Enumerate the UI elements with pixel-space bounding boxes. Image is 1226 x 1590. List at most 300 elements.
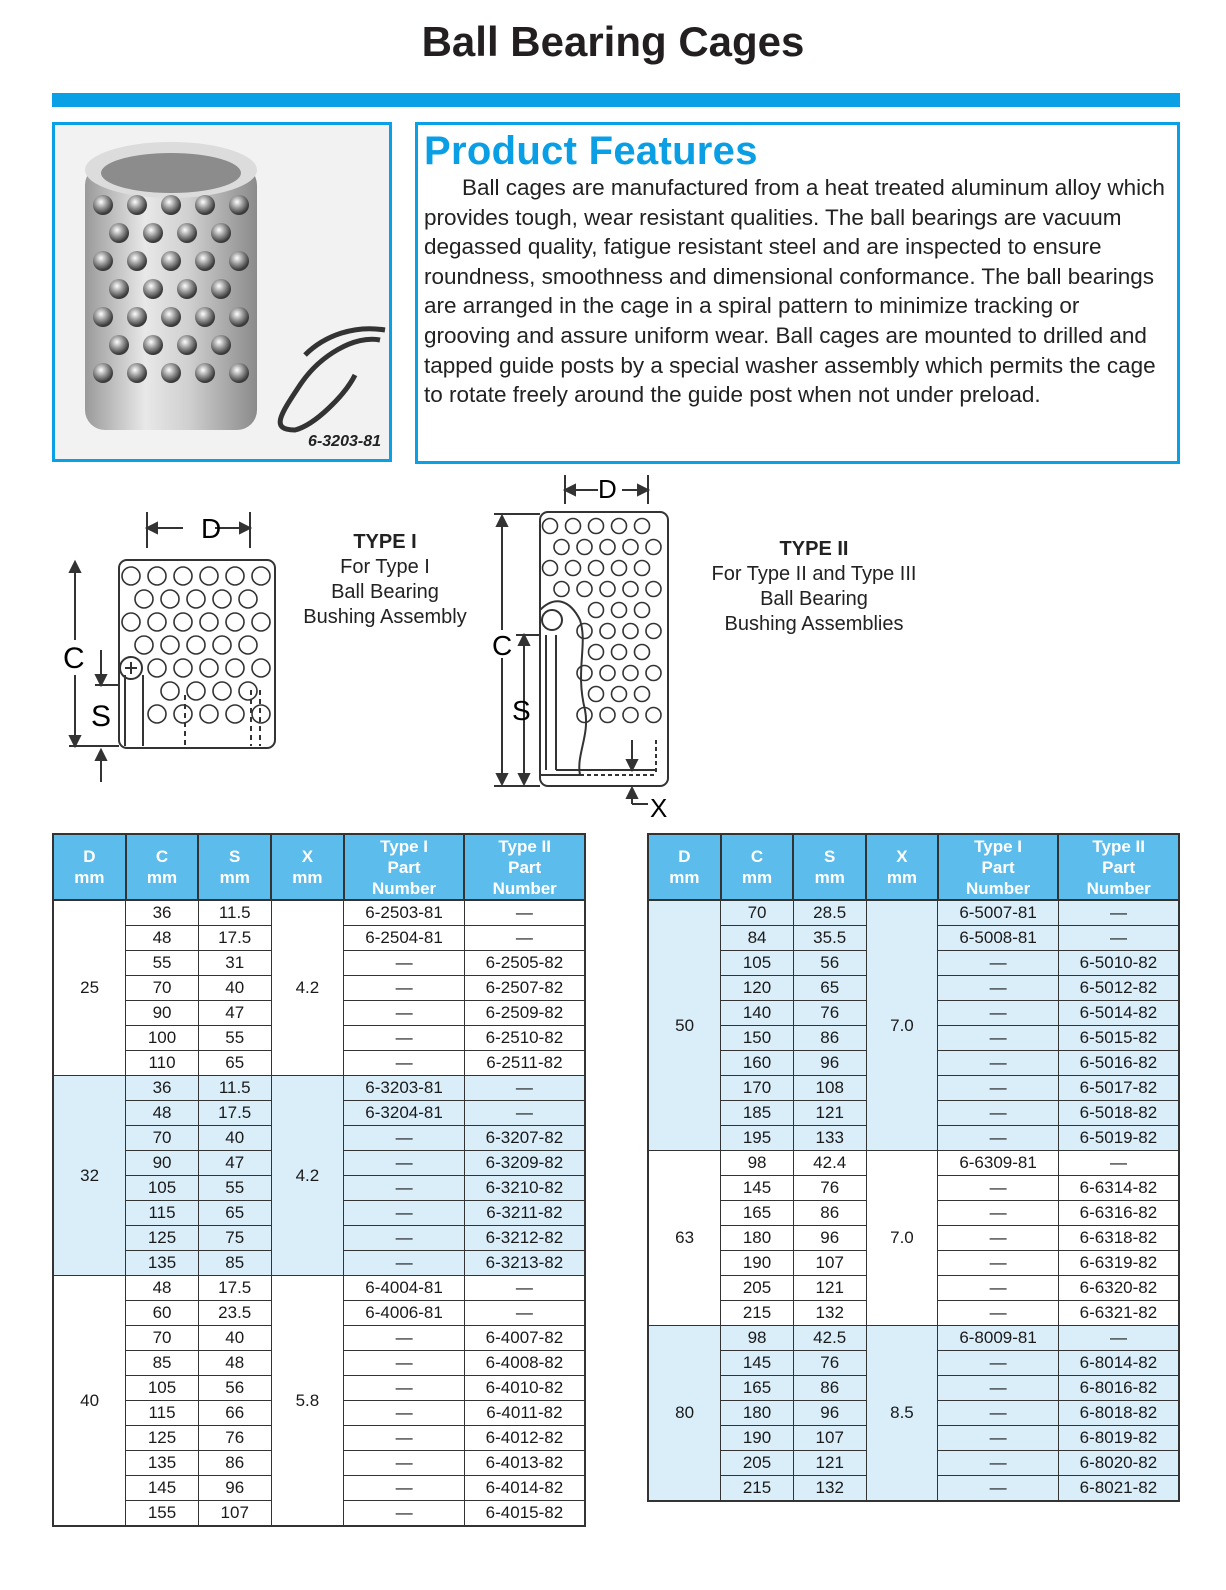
cage-hole <box>646 624 661 639</box>
type1-part-cell: — <box>938 1051 1059 1076</box>
type2-part-cell: 6-2507-82 <box>464 976 585 1001</box>
table-row <box>648 1326 1179 1351</box>
c-value-cell: 150 <box>721 1026 794 1051</box>
type1-part-cell: 6-5008-81 <box>938 926 1059 951</box>
c-value-cell: 55 <box>126 951 199 976</box>
type2-part-cell: 6-3213-82 <box>464 1251 585 1276</box>
type1-part-cell: — <box>938 1076 1059 1101</box>
c-value-cell: 190 <box>721 1251 794 1276</box>
type1-line3: Bushing Assembly <box>303 606 467 628</box>
ball-bearing <box>229 363 249 383</box>
spec-table-left <box>52 833 586 1527</box>
s-value-cell: 76 <box>793 1351 866 1376</box>
type1-heading: TYPE I <box>353 531 417 553</box>
cage-hole <box>252 567 270 585</box>
photo-part-label: 6-3203-81 <box>308 433 381 450</box>
s-value-cell: 56 <box>198 1376 271 1401</box>
c-value-cell: 125 <box>126 1426 199 1451</box>
type2-label-d: D <box>598 474 617 504</box>
x-value-cell: 7.0 <box>866 1151 938 1326</box>
c-value-cell: 180 <box>721 1401 794 1426</box>
s-value-cell: 85 <box>198 1251 271 1276</box>
cage-hole <box>635 687 650 702</box>
s-value-cell: 96 <box>793 1226 866 1251</box>
cage-hole <box>589 519 604 534</box>
c-value-cell: 60 <box>126 1301 199 1326</box>
ball-bearing <box>195 307 215 327</box>
type2-part-cell: 6-3210-82 <box>464 1176 585 1201</box>
table-header-row <box>53 834 585 900</box>
type2-part-cell: 6-2511-82 <box>464 1051 585 1076</box>
c-value-cell: 205 <box>721 1451 794 1476</box>
type1-part-cell: — <box>938 1226 1059 1251</box>
column-header: D mm <box>53 834 126 900</box>
type2-part-cell: 6-8018-82 <box>1058 1401 1179 1426</box>
type2-part-cell: 6-5010-82 <box>1058 951 1179 976</box>
s-value-cell: 42.4 <box>793 1151 866 1176</box>
c-value-cell: 48 <box>126 1101 199 1126</box>
ball-bearing <box>109 223 129 243</box>
type2-part-cell: 6-3209-82 <box>464 1151 585 1176</box>
s-value-cell: 40 <box>198 976 271 1001</box>
type1-part-cell: 6-3204-81 <box>344 1101 465 1126</box>
type1-part-cell: — <box>938 1401 1059 1426</box>
type2-part-cell: 6-6319-82 <box>1058 1251 1179 1276</box>
c-value-cell: 90 <box>126 1001 199 1026</box>
c-value-cell: 115 <box>126 1201 199 1226</box>
type2-part-cell: 6-2505-82 <box>464 951 585 976</box>
s-value-cell: 108 <box>793 1076 866 1101</box>
type2-part-cell: 6-4012-82 <box>464 1426 585 1451</box>
type2-part-cell: — <box>464 1101 585 1126</box>
ball-bearing <box>195 195 215 215</box>
cage-hole <box>174 567 192 585</box>
cage-hole <box>577 666 592 681</box>
cage-hole <box>161 682 179 700</box>
cage-hole <box>589 603 604 618</box>
c-value-cell: 165 <box>721 1376 794 1401</box>
type2-part-cell: — <box>1058 1151 1179 1176</box>
cage-hole <box>612 603 627 618</box>
table-row <box>648 1151 1179 1176</box>
column-header: S mm <box>198 834 271 900</box>
type2-part-cell: — <box>1058 926 1179 951</box>
type2-diagram <box>480 470 700 825</box>
type1-part-cell: 6-4004-81 <box>344 1276 465 1301</box>
type1-part-cell: — <box>938 1026 1059 1051</box>
x-value-cell: 5.8 <box>271 1276 344 1527</box>
ball-bearing <box>127 251 147 271</box>
ball-bearing <box>143 223 163 243</box>
type2-part-cell: 6-4007-82 <box>464 1326 585 1351</box>
type1-line2: Ball Bearing <box>331 581 439 603</box>
cage-hole <box>226 659 244 677</box>
cage-hole <box>161 590 179 608</box>
cage-hole <box>566 519 581 534</box>
x-value-cell: 8.5 <box>866 1326 938 1502</box>
cage-hole <box>148 659 166 677</box>
table-row <box>53 1276 585 1301</box>
type2-label-x: X <box>650 793 668 823</box>
type1-part-cell: — <box>344 1126 465 1151</box>
cage-hole <box>646 666 661 681</box>
cage-hole <box>187 682 205 700</box>
s-value-cell: 17.5 <box>198 1101 271 1126</box>
type1-part-cell: — <box>344 1451 465 1476</box>
cage-hole <box>174 705 192 723</box>
ball-bearing <box>195 251 215 271</box>
cage-hole <box>213 590 231 608</box>
type1-part-cell: 6-5007-81 <box>938 900 1059 926</box>
s-value-cell: 107 <box>793 1426 866 1451</box>
cage-hole <box>577 624 592 639</box>
ball-bearing <box>127 363 147 383</box>
type1-part-cell: — <box>938 1276 1059 1301</box>
cage-hole <box>200 659 218 677</box>
features-box <box>415 122 1180 464</box>
s-value-cell: 76 <box>793 1176 866 1201</box>
type1-part-cell: — <box>938 1476 1059 1502</box>
cage-hole <box>187 636 205 654</box>
s-value-cell: 133 <box>793 1126 866 1151</box>
c-value-cell: 70 <box>126 1126 199 1151</box>
type2-label-s: S <box>512 695 531 726</box>
s-value-cell: 35.5 <box>793 926 866 951</box>
type1-part-cell: — <box>938 1251 1059 1276</box>
s-value-cell: 65 <box>793 976 866 1001</box>
c-value-cell: 140 <box>721 1001 794 1026</box>
c-value-cell: 195 <box>721 1126 794 1151</box>
type2-part-cell: 6-6320-82 <box>1058 1276 1179 1301</box>
d-value-cell: 25 <box>53 900 126 1076</box>
c-value-cell: 135 <box>126 1451 199 1476</box>
ball-cage-photo <box>55 125 389 459</box>
d-value-cell: 80 <box>648 1326 721 1502</box>
cage-hole <box>200 705 218 723</box>
cage-hole <box>566 561 581 576</box>
cage-hole <box>635 645 650 660</box>
type2-part-cell: 6-4010-82 <box>464 1376 585 1401</box>
cage-hole <box>543 519 558 534</box>
column-header: X mm <box>866 834 938 900</box>
type2-part-cell: 6-4015-82 <box>464 1501 585 1527</box>
type1-part-cell: — <box>938 1376 1059 1401</box>
d-value-cell: 50 <box>648 900 721 1151</box>
type2-part-cell: — <box>464 1076 585 1101</box>
type1-part-cell: — <box>938 1126 1059 1151</box>
s-value-cell: 48 <box>198 1351 271 1376</box>
s-value-cell: 23.5 <box>198 1301 271 1326</box>
cage-hole <box>200 567 218 585</box>
ball-bearing <box>177 335 197 355</box>
type2-part-cell: 6-3207-82 <box>464 1126 585 1151</box>
cage-hole <box>577 540 592 555</box>
type2-caption <box>700 537 928 637</box>
c-value-cell: 145 <box>721 1351 794 1376</box>
type1-part-cell: — <box>344 951 465 976</box>
s-value-cell: 42.5 <box>793 1326 866 1351</box>
cage-hole <box>239 682 257 700</box>
x-value-cell: 4.2 <box>271 900 344 1076</box>
type2-part-cell: 6-5012-82 <box>1058 976 1179 1001</box>
s-value-cell: 86 <box>198 1451 271 1476</box>
type2-part-cell: 6-2509-82 <box>464 1001 585 1026</box>
cage-hole <box>148 705 166 723</box>
cage-hole <box>252 613 270 631</box>
type1-part-cell: — <box>344 1176 465 1201</box>
column-header: Type II Part Number <box>464 834 585 900</box>
type1-part-cell: — <box>938 1451 1059 1476</box>
type2-part-cell: 6-5014-82 <box>1058 1001 1179 1026</box>
s-value-cell: 55 <box>198 1176 271 1201</box>
cage-hole <box>577 582 592 597</box>
column-header: Type I Part Number <box>938 834 1059 900</box>
type1-label-s: S <box>91 700 112 733</box>
c-value-cell: 48 <box>126 1276 199 1301</box>
c-value-cell: 105 <box>126 1376 199 1401</box>
type1-part-cell: — <box>938 1001 1059 1026</box>
type1-part-cell: — <box>344 976 465 1001</box>
cage-hole <box>239 590 257 608</box>
s-value-cell: 121 <box>793 1276 866 1301</box>
c-value-cell: 105 <box>126 1176 199 1201</box>
cage-hole <box>135 590 153 608</box>
s-value-cell: 86 <box>793 1376 866 1401</box>
cage-hole <box>612 519 627 534</box>
ball-bearing <box>93 307 113 327</box>
column-header: C mm <box>126 834 199 900</box>
type1-part-cell: — <box>938 1301 1059 1326</box>
cage-hole <box>646 708 661 723</box>
c-value-cell: 115 <box>126 1401 199 1426</box>
x-value-cell: 4.2 <box>271 1076 344 1276</box>
type1-part-cell: — <box>344 1051 465 1076</box>
ball-bearing <box>127 307 147 327</box>
cage-hole <box>612 687 627 702</box>
ball-bearing <box>229 251 249 271</box>
cage-hole <box>600 540 615 555</box>
table-header-row <box>648 834 1179 900</box>
column-header: D mm <box>648 834 721 900</box>
d-value-cell: 40 <box>53 1276 126 1527</box>
c-value-cell: 70 <box>126 976 199 1001</box>
type1-part-cell: 6-2503-81 <box>344 900 465 926</box>
spec-table-right <box>647 833 1180 1502</box>
cage-hole <box>635 603 650 618</box>
type2-part-cell: 6-5019-82 <box>1058 1126 1179 1151</box>
cage-hole <box>213 636 231 654</box>
s-value-cell: 86 <box>793 1201 866 1226</box>
ball-bearing <box>177 223 197 243</box>
type2-part-cell: 6-8016-82 <box>1058 1376 1179 1401</box>
c-value-cell: 36 <box>126 1076 199 1101</box>
c-value-cell: 165 <box>721 1201 794 1226</box>
type1-part-cell: 6-2504-81 <box>344 926 465 951</box>
ball-bearing <box>127 195 147 215</box>
s-value-cell: 11.5 <box>198 1076 271 1101</box>
cage-hole <box>226 705 244 723</box>
s-value-cell: 107 <box>198 1501 271 1527</box>
s-value-cell: 96 <box>793 1051 866 1076</box>
s-value-cell: 75 <box>198 1226 271 1251</box>
cage-hole <box>174 613 192 631</box>
type2-part-cell: 6-8019-82 <box>1058 1426 1179 1451</box>
ball-bearing <box>109 335 129 355</box>
s-value-cell: 86 <box>793 1026 866 1051</box>
ball-bearing <box>109 279 129 299</box>
s-value-cell: 132 <box>793 1476 866 1502</box>
cage-hole <box>226 567 244 585</box>
type1-part-cell: — <box>938 1101 1059 1126</box>
s-value-cell: 132 <box>793 1301 866 1326</box>
ball-bearing <box>93 251 113 271</box>
type1-part-cell: 6-4006-81 <box>344 1301 465 1326</box>
type1-line1: For Type I <box>340 556 430 578</box>
ball-bearing <box>229 307 249 327</box>
s-value-cell: 65 <box>198 1201 271 1226</box>
ball-bearing <box>143 335 163 355</box>
cage-hole <box>623 582 638 597</box>
type2-part-cell: 6-3211-82 <box>464 1201 585 1226</box>
cage-hole <box>646 540 661 555</box>
c-value-cell: 215 <box>721 1476 794 1502</box>
type2-part-cell: 6-2510-82 <box>464 1026 585 1051</box>
type1-part-cell: — <box>344 1326 465 1351</box>
type2-line1: For Type II and Type III <box>711 563 917 585</box>
cage-hole <box>187 590 205 608</box>
cage-hole <box>623 624 638 639</box>
type1-part-cell: — <box>344 1376 465 1401</box>
s-value-cell: 96 <box>793 1401 866 1426</box>
type2-part-cell: 6-4008-82 <box>464 1351 585 1376</box>
cage-hole <box>135 636 153 654</box>
s-value-cell: 96 <box>198 1476 271 1501</box>
cage-hole <box>612 645 627 660</box>
type1-part-cell: 6-6309-81 <box>938 1151 1059 1176</box>
product-photo <box>52 122 392 462</box>
ball-bearing <box>177 279 197 299</box>
c-value-cell: 125 <box>126 1226 199 1251</box>
c-value-cell: 205 <box>721 1276 794 1301</box>
c-value-cell: 185 <box>721 1101 794 1126</box>
x-value-cell: 7.0 <box>866 900 938 1151</box>
type1-diagram <box>55 500 295 790</box>
type2-part-cell: 6-6321-82 <box>1058 1301 1179 1326</box>
cage-hole <box>213 682 231 700</box>
type1-part-cell: 6-3203-81 <box>344 1076 465 1101</box>
column-header: Type I Part Number <box>344 834 465 900</box>
type1-label-c: C <box>63 642 85 675</box>
c-value-cell: 98 <box>721 1151 794 1176</box>
s-value-cell: 121 <box>793 1451 866 1476</box>
cage-hole <box>635 519 650 534</box>
type2-part-cell: — <box>1058 1326 1179 1351</box>
table-row <box>53 900 585 926</box>
c-value-cell: 84 <box>721 926 794 951</box>
type1-part-cell: — <box>344 1501 465 1527</box>
s-value-cell: 40 <box>198 1326 271 1351</box>
type1-part-cell: — <box>938 976 1059 1001</box>
c-value-cell: 170 <box>721 1076 794 1101</box>
type2-part-cell: 6-5016-82 <box>1058 1051 1179 1076</box>
type2-part-cell: 6-5017-82 <box>1058 1076 1179 1101</box>
s-value-cell: 47 <box>198 1001 271 1026</box>
c-value-cell: 105 <box>721 951 794 976</box>
type2-part-cell: 6-3212-82 <box>464 1226 585 1251</box>
c-value-cell: 135 <box>126 1251 199 1276</box>
type2-part-cell: 6-5018-82 <box>1058 1101 1179 1126</box>
column-header: C mm <box>721 834 794 900</box>
s-value-cell: 17.5 <box>198 1276 271 1301</box>
column-header: S mm <box>793 834 866 900</box>
ball-bearing <box>93 363 113 383</box>
features-title: Product Features <box>424 129 758 173</box>
ball-bearing <box>211 223 231 243</box>
type2-part-cell: 6-6314-82 <box>1058 1176 1179 1201</box>
c-value-cell: 48 <box>126 926 199 951</box>
s-value-cell: 11.5 <box>198 900 271 926</box>
c-value-cell: 160 <box>721 1051 794 1076</box>
cage-hole <box>543 561 558 576</box>
c-value-cell: 36 <box>126 900 199 926</box>
c-value-cell: 110 <box>126 1051 199 1076</box>
c-value-cell: 180 <box>721 1226 794 1251</box>
type1-part-cell: — <box>344 1151 465 1176</box>
type2-part-cell: — <box>464 1301 585 1326</box>
c-value-cell: 100 <box>126 1026 199 1051</box>
title-rule <box>52 93 1180 107</box>
type2-part-cell: 6-6316-82 <box>1058 1201 1179 1226</box>
s-value-cell: 56 <box>793 951 866 976</box>
type1-part-cell: — <box>938 1176 1059 1201</box>
cage-hole <box>239 636 257 654</box>
c-value-cell: 145 <box>721 1176 794 1201</box>
type1-part-cell: — <box>938 951 1059 976</box>
cage-hole <box>635 561 650 576</box>
column-header: X mm <box>271 834 344 900</box>
type1-part-cell: — <box>938 1351 1059 1376</box>
cage-hole <box>148 567 166 585</box>
ball-bearing <box>161 307 181 327</box>
type2-heading: TYPE II <box>779 538 849 560</box>
cage-hole <box>612 561 627 576</box>
s-value-cell: 66 <box>198 1401 271 1426</box>
s-value-cell: 17.5 <box>198 926 271 951</box>
ball-bearing <box>143 279 163 299</box>
c-value-cell: 215 <box>721 1301 794 1326</box>
d-value-cell: 32 <box>53 1076 126 1276</box>
type2-part-cell: — <box>464 926 585 951</box>
cage-hole <box>589 687 604 702</box>
column-header: Type II Part Number <box>1058 834 1179 900</box>
ball-bearing <box>93 195 113 215</box>
type2-label-c: C <box>492 630 513 661</box>
cage-hole <box>623 540 638 555</box>
cage-hole <box>200 613 218 631</box>
type2-part-cell: 6-4014-82 <box>464 1476 585 1501</box>
s-value-cell: 47 <box>198 1151 271 1176</box>
type2-part-cell: — <box>464 900 585 926</box>
c-value-cell: 155 <box>126 1501 199 1527</box>
ball-bearing <box>161 251 181 271</box>
c-value-cell: 85 <box>126 1351 199 1376</box>
cage-hole <box>646 582 661 597</box>
s-value-cell: 55 <box>198 1026 271 1051</box>
type1-part-cell: — <box>344 1226 465 1251</box>
cage-hole <box>122 567 140 585</box>
ball-bearing <box>211 335 231 355</box>
type1-label-d: D <box>201 513 222 544</box>
